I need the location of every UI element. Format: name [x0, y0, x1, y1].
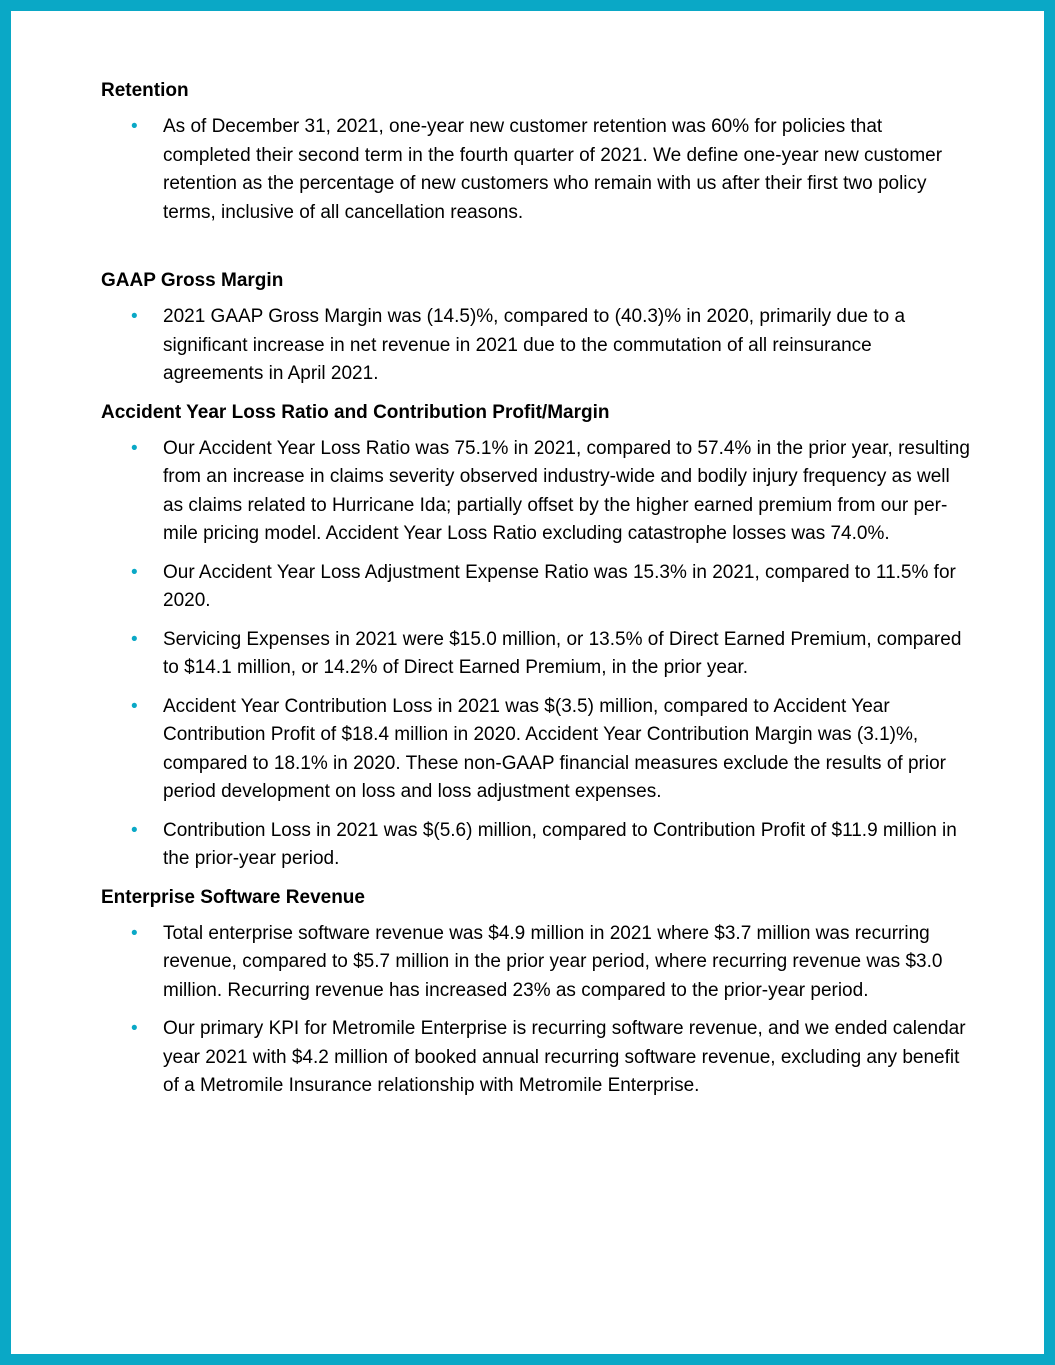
bullet-text: Servicing Expenses in 2021 were $15.0 million, or 13.5% of Direct Earned Premium, compared to $14.1 million, or 14.2% of Direct Earned Premium, in the prior year.: [163, 628, 962, 678]
bullet-text: Our Accident Year Loss Adjustment Expense Ratio was 15.3% in 2021, compared to 11.5% for 2020.: [163, 561, 956, 611]
bullet-icon: •: [131, 306, 138, 327]
bullet-icon: •: [131, 1018, 138, 1039]
bullet-icon: •: [131, 695, 138, 717]
section-heading-accident-year: Accident Year Loss Ratio and Contribution Profit/Margin: [101, 401, 610, 423]
bullet-text: Total enterprise software revenue was $4.9 million in 2021 where $3.7 million was recurring revenue, compared to $5.7 million in the prior year period, where recurring revenue was $3.0 million. Recurring revenue has increased 23% as compared to the prior-year period.: [163, 922, 943, 1001]
bullet-text: As of December 31, 2021, one-year new customer retention was 60% for policies that completed their second term in the fourth quarter of 2021. We define one-year new customer retention as the percentage of new customers who remain with us after their first two policy terms, inclusive of all cancellation reasons.: [163, 116, 943, 223]
section-accident-year: [101, 399, 971, 874]
bullet-list: [101, 303, 971, 389]
section-enterprise-software-revenue: [101, 884, 971, 1101]
bullet-item: [101, 920, 971, 1006]
bullet-text: 2021 GAAP Gross Margin was (14.5)%, compared to (40.3)% in 2020, primarily due to a significant increase in net revenue in 2021 due to the commutation of all reinsurance agreements in April 2021.: [163, 306, 906, 384]
bullet-icon: •: [131, 922, 138, 944]
bullet-icon: •: [131, 561, 138, 583]
bullet-list: [101, 920, 971, 1101]
bullet-icon: •: [131, 628, 138, 650]
bullet-item: [101, 693, 971, 807]
section-heading-gaap-gross-margin: GAAP Gross Margin: [101, 270, 284, 291]
bullet-list: [101, 113, 971, 227]
bullet-item: [101, 817, 971, 874]
bullet-text: Contribution Loss in 2021 was $(5.6) million, compared to Contribution Profit of $11.9 million in the prior-year period.: [163, 819, 957, 869]
bullet-item: [101, 113, 971, 227]
bullet-item: [101, 1015, 971, 1101]
bullet-icon: •: [131, 437, 138, 459]
section-heading-retention: Retention: [101, 80, 189, 101]
section-heading-enterprise-software-revenue: Enterprise Software Revenue: [101, 886, 365, 908]
bullet-item: [101, 303, 971, 389]
bullet-icon: •: [131, 116, 138, 137]
bullet-item: [101, 626, 971, 683]
bullet-list: [101, 435, 971, 874]
bullet-item: [101, 435, 971, 549]
section-gaap-gross-margin: [101, 267, 971, 389]
bullet-text: Our Accident Year Loss Ratio was 75.1% in 2021, compared to 57.4% in the prior year, resulting from an increase in claims severity observed industry-wide and bodily injury frequency as well as claims related to Hurricane Ida; partially offset by the higher earned premium from our per-mile pricing model. Accident Year Loss Ratio excluding catastrophe losses was 74.0%.: [163, 437, 970, 544]
bullet-text: Our primary KPI for Metromile Enterprise is recurring software revenue, and we ended calendar year 2021 with $4.2 million of booked annual recurring software revenue, excluding any benefit of a Metromile Insurance relationship with Metromile Enterprise.: [163, 1018, 966, 1096]
bullet-item: [101, 559, 971, 616]
document-content: [101, 77, 971, 1111]
bullet-text: Accident Year Contribution Loss in 2021 was $(3.5) million, compared to Accident Year Contribution Profit of $18.4 million in 2020. Accident Year Contribution Margin was (3.1)%, compared to 18.1% in 2020. These non-GAAP financial measures exclude the results of prior period development on loss and loss adjustment expenses.: [163, 695, 946, 802]
section-retention: [101, 77, 971, 227]
bullet-icon: •: [131, 819, 138, 841]
